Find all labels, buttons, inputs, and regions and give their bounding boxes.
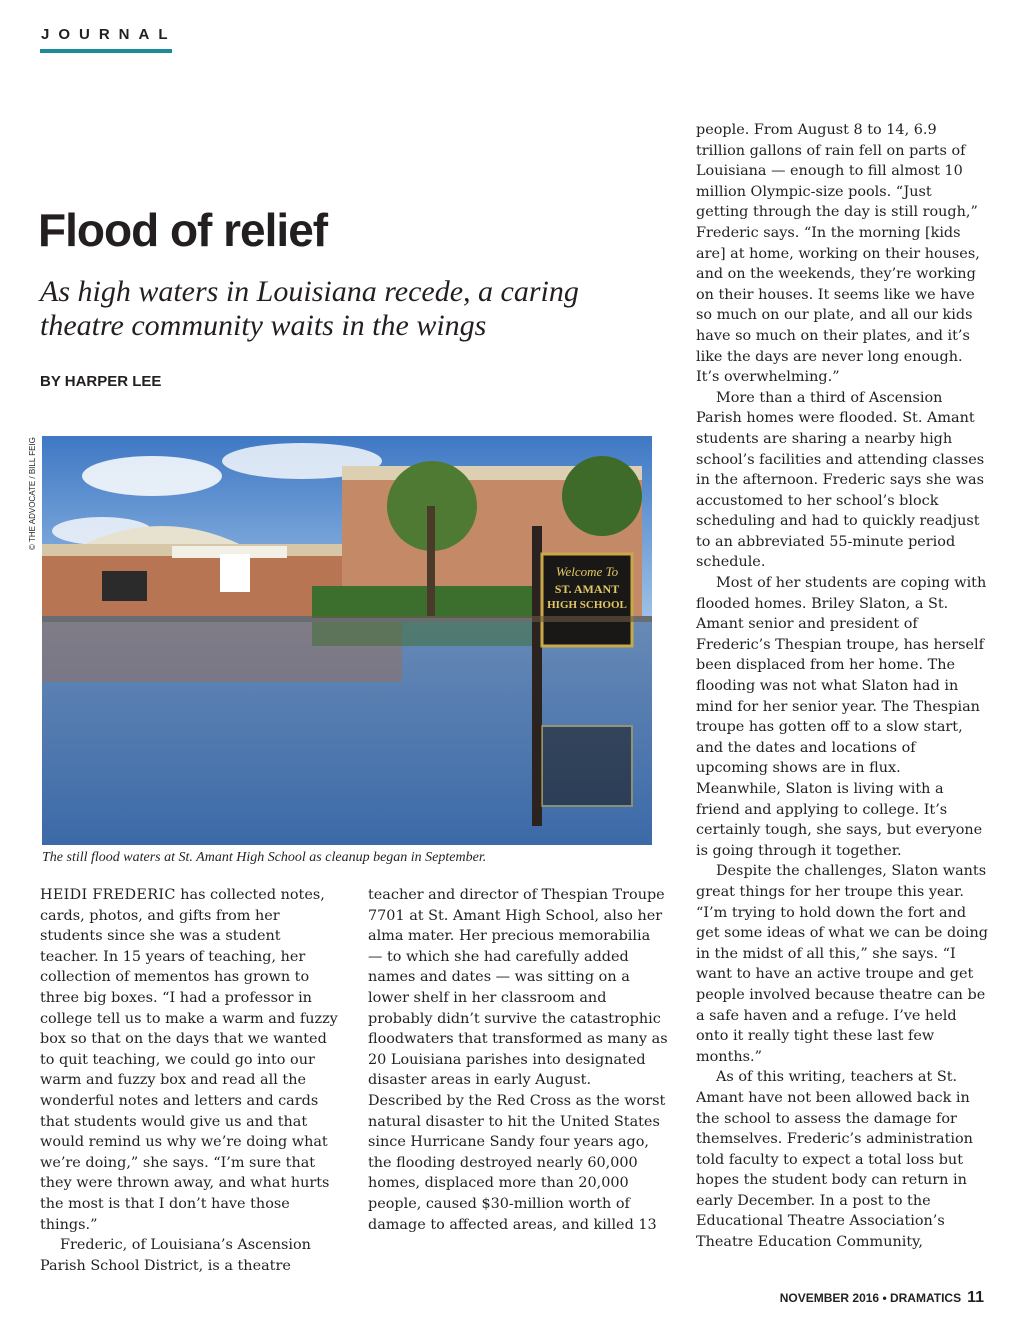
paragraph: teacher and director of Thespian Troupe 7701 at St. Amant High School, also her alma mater. Her precious memorabilia — to which she had carefully added names and dates — was sitting on a lower shelf in her classroom and probably didn’t survive the catastrophic floodwaters that transformed as many as 20 Louisiana parishes into designated disaster areas in early August. Described by the Red Cross as the worst natural disaster to hit the United States since Hurricane Sandy four years ago, the flooding destroyed nearly 60,000 homes, displaced more than 20,000 people, caused $30-million worth of damage to affected areas, and killed 13 [368, 887, 668, 1233]
lead-in: HEIDI FREDERIC [40, 887, 176, 903]
paragraph: As of this writing, teachers at St. Amant have not been allowed back in the school to assess the damage for themselves. Frederic’s administration told faculty to expect a total loss but hopes the student body can return in early December. In a post to the Educational Theatre Association’s Theatre Education Community, [696, 1069, 973, 1251]
section-label: JOURNAL [41, 26, 177, 43]
paragraph: Most of her students are coping with flooded homes. Briley Slaton, a St. Amant senior and president of Frederic’s Thespian troupe, has herself been displaced from her home. The flooding was not what Slaton had in mind for her senior year. The Thespian troupe has gotten off to a slow start, and the dates and locations of upcoming shows are in flux. Meanwhile, Slaton is living with a friend and applying to college. It’s certainly tough, she says, but everyone is going through it together. [696, 575, 987, 859]
body-column-1 [40, 885, 340, 1276]
byline: BY HARPER LEE [40, 373, 162, 390]
section-rule [40, 49, 172, 53]
issue-label: NOVEMBER 2016 • DRAMATICS [779, 1291, 962, 1305]
paragraph: Despite the challenges, Slaton wants great things for her troupe this year. “I’m trying to hold down the fort and get some ideas of what we can be doing in the midst of all this,” she says. “I want to have an active troupe and get people involved because theatre can be a safe haven and a refuge. I’ve held onto it really tight these last few months.” [696, 863, 988, 1065]
photo-caption: The still flood waters at St. Amant High School as cleanup began in September. [42, 850, 487, 865]
sign-welcome: Welcome To [555, 564, 619, 579]
page-footer [780, 1289, 984, 1307]
article-title: Flood of relief [38, 204, 328, 256]
body-column-2 [368, 885, 668, 1235]
sign-school-name: ST. AMANT [554, 582, 620, 596]
flood-photo [42, 436, 652, 845]
body-column-3 [696, 120, 988, 1253]
paragraph-text: has collected notes, cards, photos, and gifts from her students since she was a student teacher. In 15 years of teaching, her collection of mementos has grown to three big boxes. “I had a professor in college tell us to make a warm and fuzzy box so that on the days that we wanted to quit teaching, we could go into our warm and fuzzy box and read all the wonderful notes and letters and cards that students would give us and that would remind us why we’re doing what we’re doing,” she says. “I’m sure that they were thrown away, and what hurts the most is that I don’t have those things.” [40, 887, 338, 1233]
sign-high-school: HIGH SCHOOL [547, 599, 627, 611]
paragraph [40, 885, 340, 1235]
photo-credit: © THE ADVOCATE / BILL FEIG [28, 437, 37, 550]
article-deck: As high waters in Louisiana recede, a caring theatre community waits in the wings [40, 275, 579, 342]
paragraph: Frederic, of Louisiana’s Ascension Parish School District, is a theatre [40, 1237, 311, 1274]
paragraph: More than a third of Ascension Parish homes were flooded. St. Amant students are sharing a nearby high school’s facilities and attending classes in the afternoon. Frederic says she was accustomed to her school’s block scheduling and had to quickly readjust to an abbreviated 55-minute period schedule. [696, 389, 985, 571]
paragraph: people. From August 8 to 14, 6.9 trillion gallons of rain fell on parts of Louisiana — enough to fill almost 10 million Olympic-size pools. “Just getting through the day is still rough,” Frederic says. “In the morning [kids are] at home, working on their houses, and on the weekends, they’re working on their houses. It seems like we have so much on our plate, and all our kids have so much on their plates, and it’s like the days are never long enough. It’s overwhelming.” [696, 122, 980, 386]
page-number: 11 [967, 1289, 984, 1306]
